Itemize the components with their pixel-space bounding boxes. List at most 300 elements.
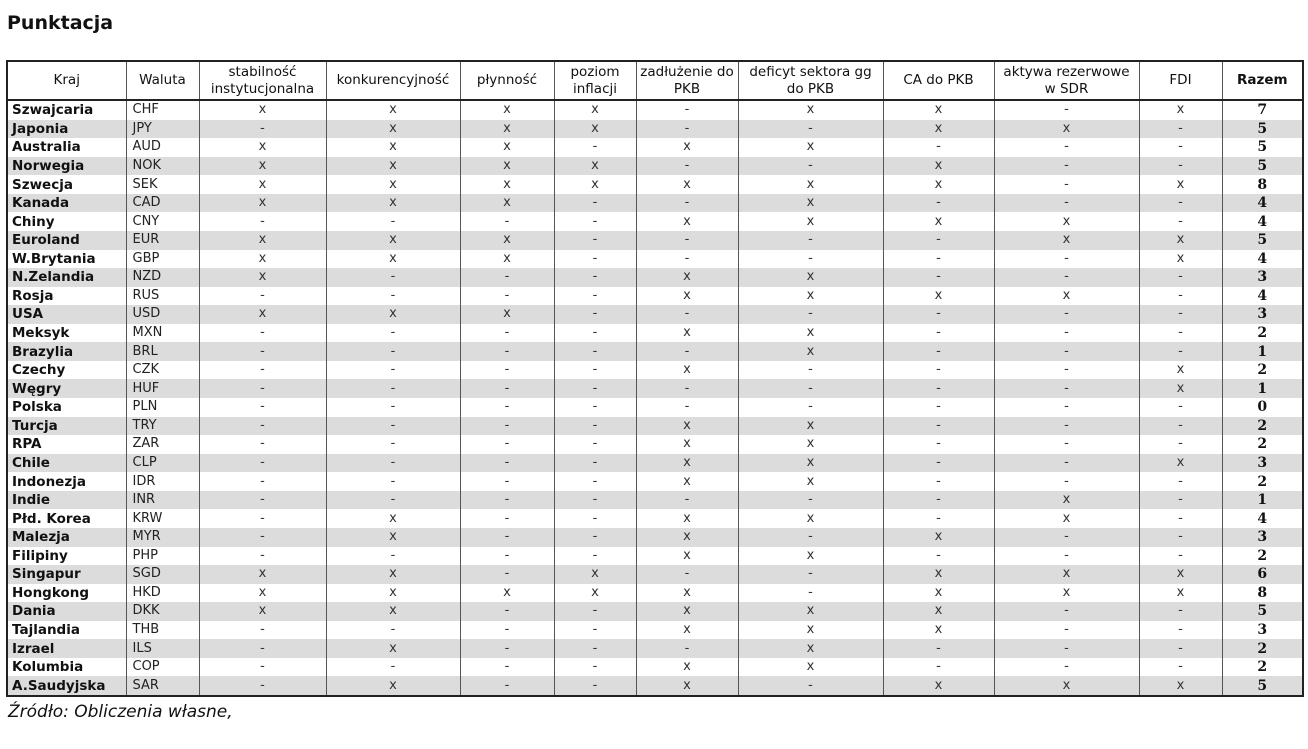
header-waluta: Waluta xyxy=(126,61,199,100)
deficyt-cell: - xyxy=(738,676,883,696)
konkurencyjnosc-cell: x xyxy=(326,602,460,621)
country-cell: Kolumbia xyxy=(7,658,126,677)
header-plynnosc: płynność xyxy=(460,61,554,100)
ca-cell: - xyxy=(883,417,994,436)
fdi-cell: x xyxy=(1139,379,1222,398)
ca-cell: x xyxy=(883,676,994,696)
country-cell: Filipiny xyxy=(7,547,126,566)
plynnosc-cell: x xyxy=(460,305,554,324)
country-cell: W.Brytania xyxy=(7,250,126,269)
konkurencyjnosc-cell: - xyxy=(326,361,460,380)
zadluzenie-cell: x xyxy=(636,547,738,566)
fdi-cell: - xyxy=(1139,138,1222,157)
deficyt-cell: - xyxy=(738,361,883,380)
plynnosc-cell: - xyxy=(460,621,554,640)
konkurencyjnosc-cell: x xyxy=(326,565,460,584)
razem-cell: 5 xyxy=(1222,231,1303,250)
inflacja-cell: - xyxy=(554,287,636,306)
table-row xyxy=(7,639,1303,658)
ca-cell: - xyxy=(883,305,994,324)
table-row xyxy=(7,676,1303,696)
table-row xyxy=(7,528,1303,547)
deficyt-cell: x xyxy=(738,509,883,528)
stabilnosc-cell: - xyxy=(199,324,326,343)
stabilnosc-cell: - xyxy=(199,509,326,528)
inflacja-cell: - xyxy=(554,379,636,398)
plynnosc-cell: x xyxy=(460,157,554,176)
ca-cell: - xyxy=(883,342,994,361)
aktywa-cell: - xyxy=(994,342,1139,361)
stabilnosc-cell: - xyxy=(199,417,326,436)
zadluzenie-cell: - xyxy=(636,194,738,213)
deficyt-cell: x xyxy=(738,324,883,343)
plynnosc-cell: - xyxy=(460,565,554,584)
razem-cell: 2 xyxy=(1222,639,1303,658)
fdi-cell: x xyxy=(1139,584,1222,603)
aktywa-cell: x xyxy=(994,212,1139,231)
razem-cell: 8 xyxy=(1222,175,1303,194)
aktywa-cell: - xyxy=(994,472,1139,491)
fdi-cell: - xyxy=(1139,602,1222,621)
currency-cell: NOK xyxy=(126,157,199,176)
plynnosc-cell: x xyxy=(460,138,554,157)
table-row xyxy=(7,175,1303,194)
currency-cell: KRW xyxy=(126,509,199,528)
razem-cell: 5 xyxy=(1222,120,1303,139)
stabilnosc-cell: - xyxy=(199,287,326,306)
fdi-cell: - xyxy=(1139,342,1222,361)
stabilnosc-cell: x xyxy=(199,175,326,194)
konkurencyjnosc-cell: x xyxy=(326,100,460,120)
header-razem: Razem xyxy=(1222,61,1303,100)
country-cell: Rosja xyxy=(7,287,126,306)
table-row xyxy=(7,602,1303,621)
konkurencyjnosc-cell: - xyxy=(326,379,460,398)
razem-cell: 4 xyxy=(1222,509,1303,528)
inflacja-cell: - xyxy=(554,621,636,640)
fdi-cell: - xyxy=(1139,621,1222,640)
zadluzenie-cell: - xyxy=(636,120,738,139)
ca-cell: - xyxy=(883,324,994,343)
currency-cell: DKK xyxy=(126,602,199,621)
ca-cell: - xyxy=(883,138,994,157)
deficyt-cell: - xyxy=(738,250,883,269)
stabilnosc-cell: x xyxy=(199,138,326,157)
fdi-cell: - xyxy=(1139,435,1222,454)
deficyt-cell: - xyxy=(738,157,883,176)
zadluzenie-cell: x xyxy=(636,658,738,677)
deficyt-cell: - xyxy=(738,584,883,603)
razem-cell: 3 xyxy=(1222,454,1303,473)
plynnosc-cell: - xyxy=(460,528,554,547)
stabilnosc-cell: - xyxy=(199,120,326,139)
currency-cell: THB xyxy=(126,621,199,640)
deficyt-cell: - xyxy=(738,528,883,547)
deficyt-cell: x xyxy=(738,639,883,658)
fdi-cell: - xyxy=(1139,472,1222,491)
inflacja-cell: - xyxy=(554,231,636,250)
plynnosc-cell: - xyxy=(460,287,554,306)
country-cell: Tajlandia xyxy=(7,621,126,640)
aktywa-cell: - xyxy=(994,175,1139,194)
currency-cell: BRL xyxy=(126,342,199,361)
fdi-cell: - xyxy=(1139,157,1222,176)
plynnosc-cell: - xyxy=(460,398,554,417)
country-cell: Węgry xyxy=(7,379,126,398)
country-cell: Euroland xyxy=(7,231,126,250)
scoring-table xyxy=(6,60,1304,697)
country-cell: Meksyk xyxy=(7,324,126,343)
currency-cell: NZD xyxy=(126,268,199,287)
zadluzenie-cell: x xyxy=(636,435,738,454)
razem-cell: 3 xyxy=(1222,268,1303,287)
plynnosc-cell: - xyxy=(460,268,554,287)
inflacja-cell: - xyxy=(554,435,636,454)
plynnosc-cell: - xyxy=(460,491,554,510)
konkurencyjnosc-cell: - xyxy=(326,268,460,287)
deficyt-cell: x xyxy=(738,472,883,491)
table-row xyxy=(7,138,1303,157)
inflacja-cell: - xyxy=(554,639,636,658)
plynnosc-cell: x xyxy=(460,250,554,269)
currency-cell: PHP xyxy=(126,547,199,566)
inflacja-cell: - xyxy=(554,398,636,417)
header-aktywa: aktywa rezerwowe w SDR xyxy=(994,61,1139,100)
zadluzenie-cell: - xyxy=(636,379,738,398)
aktywa-cell: - xyxy=(994,268,1139,287)
table-row xyxy=(7,250,1303,269)
fdi-cell: - xyxy=(1139,268,1222,287)
ca-cell: x xyxy=(883,528,994,547)
aktywa-cell: - xyxy=(994,547,1139,566)
fdi-cell: x xyxy=(1139,231,1222,250)
konkurencyjnosc-cell: x xyxy=(326,676,460,696)
aktywa-cell: x xyxy=(994,491,1139,510)
ca-cell: x xyxy=(883,565,994,584)
country-cell: Płd. Korea xyxy=(7,509,126,528)
currency-cell: INR xyxy=(126,491,199,510)
currency-cell: CNY xyxy=(126,212,199,231)
stabilnosc-cell: - xyxy=(199,547,326,566)
table-row xyxy=(7,268,1303,287)
zadluzenie-cell: - xyxy=(636,639,738,658)
deficyt-cell: x xyxy=(738,602,883,621)
deficyt-cell: x xyxy=(738,547,883,566)
ca-cell: - xyxy=(883,361,994,380)
konkurencyjnosc-cell: x xyxy=(326,509,460,528)
currency-cell: COP xyxy=(126,658,199,677)
country-cell: Indonezja xyxy=(7,472,126,491)
plynnosc-cell: - xyxy=(460,417,554,436)
aktywa-cell: - xyxy=(994,324,1139,343)
razem-cell: 2 xyxy=(1222,324,1303,343)
deficyt-cell: x xyxy=(738,100,883,120)
inflacja-cell: x xyxy=(554,120,636,139)
table-row xyxy=(7,491,1303,510)
header-inflacja: poziom inflacji xyxy=(554,61,636,100)
deficyt-cell: x xyxy=(738,212,883,231)
inflacja-cell: - xyxy=(554,454,636,473)
currency-cell: SGD xyxy=(126,565,199,584)
razem-cell: 4 xyxy=(1222,212,1303,231)
inflacja-cell: x xyxy=(554,157,636,176)
plynnosc-cell: - xyxy=(460,212,554,231)
konkurencyjnosc-cell: - xyxy=(326,417,460,436)
header-fdi: FDI xyxy=(1139,61,1222,100)
table-row xyxy=(7,584,1303,603)
plynnosc-cell: - xyxy=(460,435,554,454)
stabilnosc-cell: x xyxy=(199,584,326,603)
deficyt-cell: x xyxy=(738,621,883,640)
table-row xyxy=(7,212,1303,231)
zadluzenie-cell: x xyxy=(636,417,738,436)
razem-cell: 4 xyxy=(1222,287,1303,306)
deficyt-cell: x xyxy=(738,417,883,436)
razem-cell: 1 xyxy=(1222,342,1303,361)
inflacja-cell: - xyxy=(554,547,636,566)
aktywa-cell: x xyxy=(994,584,1139,603)
ca-cell: x xyxy=(883,157,994,176)
aktywa-cell: x xyxy=(994,509,1139,528)
razem-cell: 4 xyxy=(1222,194,1303,213)
country-cell: Chile xyxy=(7,454,126,473)
fdi-cell: - xyxy=(1139,120,1222,139)
konkurencyjnosc-cell: - xyxy=(326,324,460,343)
razem-cell: 7 xyxy=(1222,100,1303,120)
plynnosc-cell: x xyxy=(460,100,554,120)
deficyt-cell: - xyxy=(738,565,883,584)
razem-cell: 1 xyxy=(1222,379,1303,398)
zadluzenie-cell: x xyxy=(636,509,738,528)
currency-cell: RUS xyxy=(126,287,199,306)
aktywa-cell: - xyxy=(994,435,1139,454)
zadluzenie-cell: x xyxy=(636,268,738,287)
konkurencyjnosc-cell: - xyxy=(326,491,460,510)
zadluzenie-cell: - xyxy=(636,305,738,324)
header-ca: CA do PKB xyxy=(883,61,994,100)
currency-cell: MYR xyxy=(126,528,199,547)
table-row xyxy=(7,565,1303,584)
stabilnosc-cell: x xyxy=(199,602,326,621)
plynnosc-cell: - xyxy=(460,324,554,343)
inflacja-cell: - xyxy=(554,472,636,491)
ca-cell: - xyxy=(883,547,994,566)
source-note: Źródło: Obliczenia własne, xyxy=(8,702,233,722)
ca-cell: - xyxy=(883,509,994,528)
deficyt-cell: x xyxy=(738,658,883,677)
table-row xyxy=(7,361,1303,380)
fdi-cell: - xyxy=(1139,305,1222,324)
currency-cell: USD xyxy=(126,305,199,324)
inflacja-cell: x xyxy=(554,565,636,584)
zadluzenie-cell: x xyxy=(636,138,738,157)
plynnosc-cell: x xyxy=(460,584,554,603)
stabilnosc-cell: x xyxy=(199,250,326,269)
ca-cell: - xyxy=(883,398,994,417)
stabilnosc-cell: - xyxy=(199,212,326,231)
ca-cell: - xyxy=(883,250,994,269)
country-cell: Czechy xyxy=(7,361,126,380)
table-row xyxy=(7,379,1303,398)
stabilnosc-cell: x xyxy=(199,565,326,584)
ca-cell: - xyxy=(883,491,994,510)
zadluzenie-cell: - xyxy=(636,100,738,120)
stabilnosc-cell: - xyxy=(199,621,326,640)
stabilnosc-cell: - xyxy=(199,639,326,658)
deficyt-cell: x xyxy=(738,287,883,306)
currency-cell: TRY xyxy=(126,417,199,436)
inflacja-cell: - xyxy=(554,676,636,696)
table-row xyxy=(7,231,1303,250)
aktywa-cell: - xyxy=(994,138,1139,157)
zadluzenie-cell: - xyxy=(636,342,738,361)
plynnosc-cell: - xyxy=(460,639,554,658)
razem-cell: 3 xyxy=(1222,528,1303,547)
zadluzenie-cell: x xyxy=(636,528,738,547)
table-row xyxy=(7,417,1303,436)
stabilnosc-cell: x xyxy=(199,231,326,250)
fdi-cell: x xyxy=(1139,565,1222,584)
fdi-cell: - xyxy=(1139,547,1222,566)
inflacja-cell: - xyxy=(554,491,636,510)
table-row xyxy=(7,157,1303,176)
aktywa-cell: - xyxy=(994,157,1139,176)
inflacja-cell: - xyxy=(554,194,636,213)
zadluzenie-cell: - xyxy=(636,157,738,176)
razem-cell: 3 xyxy=(1222,621,1303,640)
currency-cell: IDR xyxy=(126,472,199,491)
deficyt-cell: - xyxy=(738,305,883,324)
razem-cell: 1 xyxy=(1222,491,1303,510)
konkurencyjnosc-cell: - xyxy=(326,398,460,417)
fdi-cell: - xyxy=(1139,287,1222,306)
country-cell: Brazylia xyxy=(7,342,126,361)
ca-cell: - xyxy=(883,472,994,491)
fdi-cell: - xyxy=(1139,324,1222,343)
inflacja-cell: - xyxy=(554,528,636,547)
inflacja-cell: x xyxy=(554,584,636,603)
country-cell: Singapur xyxy=(7,565,126,584)
country-cell: Kanada xyxy=(7,194,126,213)
stabilnosc-cell: - xyxy=(199,379,326,398)
ca-cell: x xyxy=(883,100,994,120)
konkurencyjnosc-cell: - xyxy=(326,435,460,454)
currency-cell: CHF xyxy=(126,100,199,120)
aktywa-cell: - xyxy=(994,379,1139,398)
country-cell: Malezja xyxy=(7,528,126,547)
header-zadluzenie: zadłużenie do PKB xyxy=(636,61,738,100)
country-cell: Turcja xyxy=(7,417,126,436)
currency-cell: EUR xyxy=(126,231,199,250)
plynnosc-cell: - xyxy=(460,379,554,398)
page-title: Punktacja xyxy=(7,12,114,34)
zadluzenie-cell: x xyxy=(636,287,738,306)
inflacja-cell: - xyxy=(554,324,636,343)
country-cell: Indie xyxy=(7,491,126,510)
zadluzenie-cell: - xyxy=(636,491,738,510)
aktywa-cell: - xyxy=(994,454,1139,473)
table-row xyxy=(7,120,1303,139)
country-cell: RPA xyxy=(7,435,126,454)
fdi-cell: - xyxy=(1139,639,1222,658)
fdi-cell: x xyxy=(1139,100,1222,120)
table-row xyxy=(7,621,1303,640)
stabilnosc-cell: - xyxy=(199,658,326,677)
deficyt-cell: x xyxy=(738,138,883,157)
country-cell: N.Zelandia xyxy=(7,268,126,287)
konkurencyjnosc-cell: - xyxy=(326,621,460,640)
deficyt-cell: - xyxy=(738,491,883,510)
konkurencyjnosc-cell: x xyxy=(326,250,460,269)
plynnosc-cell: - xyxy=(460,658,554,677)
currency-cell: AUD xyxy=(126,138,199,157)
plynnosc-cell: x xyxy=(460,175,554,194)
aktywa-cell: x xyxy=(994,287,1139,306)
aktywa-cell: - xyxy=(994,100,1139,120)
stabilnosc-cell: - xyxy=(199,491,326,510)
zadluzenie-cell: x xyxy=(636,454,738,473)
aktywa-cell: x xyxy=(994,565,1139,584)
country-cell: Polska xyxy=(7,398,126,417)
header-konkurencyjnosc: konkurencyjność xyxy=(326,61,460,100)
zadluzenie-cell: - xyxy=(636,231,738,250)
razem-cell: 5 xyxy=(1222,138,1303,157)
inflacja-cell: - xyxy=(554,250,636,269)
konkurencyjnosc-cell: x xyxy=(326,231,460,250)
inflacja-cell: - xyxy=(554,342,636,361)
plynnosc-cell: - xyxy=(460,454,554,473)
aktywa-cell: - xyxy=(994,528,1139,547)
inflacja-cell: - xyxy=(554,138,636,157)
currency-cell: GBP xyxy=(126,250,199,269)
razem-cell: 2 xyxy=(1222,658,1303,677)
aktywa-cell: - xyxy=(994,305,1139,324)
aktywa-cell: - xyxy=(994,361,1139,380)
inflacja-cell: - xyxy=(554,602,636,621)
stabilnosc-cell: - xyxy=(199,398,326,417)
currency-cell: ZAR xyxy=(126,435,199,454)
deficyt-cell: x xyxy=(738,435,883,454)
razem-cell: 8 xyxy=(1222,584,1303,603)
zadluzenie-cell: x xyxy=(636,676,738,696)
fdi-cell: - xyxy=(1139,194,1222,213)
fdi-cell: x xyxy=(1139,454,1222,473)
table-row xyxy=(7,658,1303,677)
inflacja-cell: - xyxy=(554,212,636,231)
plynnosc-cell: - xyxy=(460,509,554,528)
stabilnosc-cell: - xyxy=(199,472,326,491)
zadluzenie-cell: x xyxy=(636,324,738,343)
plynnosc-cell: - xyxy=(460,472,554,491)
aktywa-cell: x xyxy=(994,676,1139,696)
country-cell: Japonia xyxy=(7,120,126,139)
table-row xyxy=(7,472,1303,491)
inflacja-cell: x xyxy=(554,175,636,194)
table-row xyxy=(7,454,1303,473)
table-row xyxy=(7,509,1303,528)
fdi-cell: - xyxy=(1139,528,1222,547)
inflacja-cell: - xyxy=(554,658,636,677)
country-cell: Hongkong xyxy=(7,584,126,603)
razem-cell: 6 xyxy=(1222,565,1303,584)
zadluzenie-cell: x xyxy=(636,361,738,380)
stabilnosc-cell: x xyxy=(199,268,326,287)
inflacja-cell: - xyxy=(554,417,636,436)
deficyt-cell: - xyxy=(738,231,883,250)
konkurencyjnosc-cell: - xyxy=(326,212,460,231)
konkurencyjnosc-cell: - xyxy=(326,342,460,361)
country-cell: Chiny xyxy=(7,212,126,231)
